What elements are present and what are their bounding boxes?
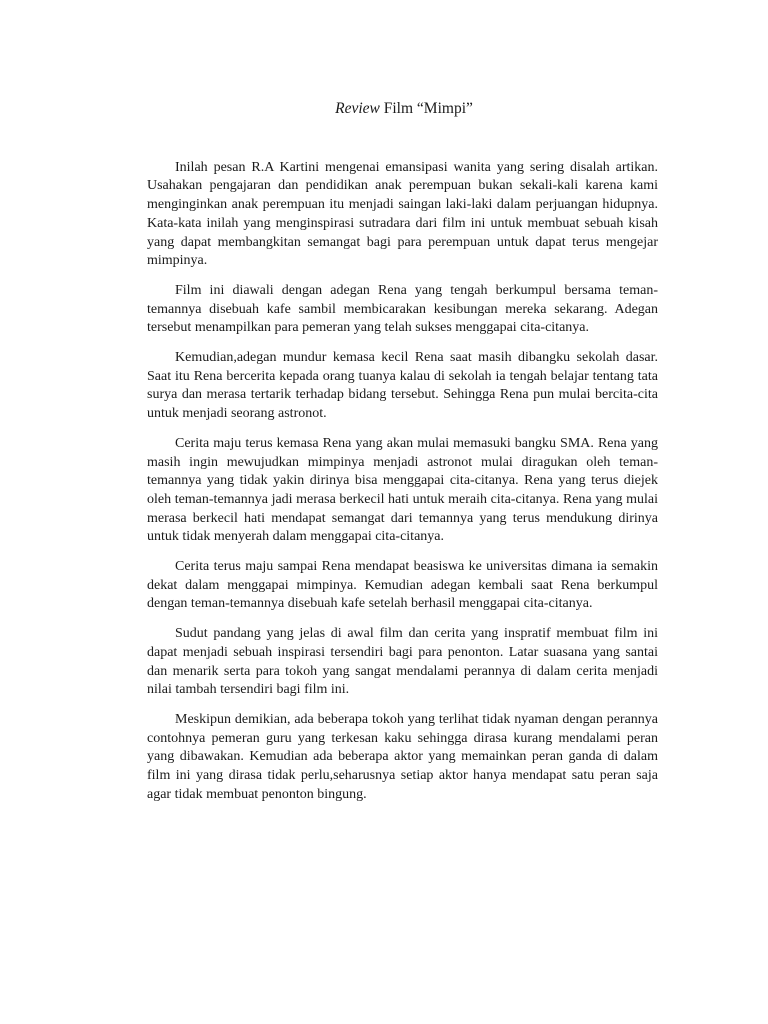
paragraph: Meskipun demikian, ada beberapa tokoh yang terlihat tidak nyaman dengan perannya contohnya pemeran guru yang terkesan kaku sehingga dirasa kurang mendalami peran yang dibawakan. Kemudian ada beberapa aktor yang memainkan peran ganda di dalam film ini yang dirasa tidak perlu,seharusnya setiap aktor hanya mendapat satu peran saja agar tidak membuat penonton bingung. — [147, 711, 658, 802]
paragraph: Sudut pandang yang jelas di awal film dan cerita yang inspratif membuat film ini dapat menjadi sebuah inspirasi tersendiri bagi para penonton. Latar suasana yang santai dan menarik serta para tokoh yang sangat mendalami perannya di dalam cerita menjadi nilai tambah tersendiri bagi film ini. — [147, 626, 658, 698]
paragraph: Kemudian,adegan mundur kemasa kecil Rena saat masih dibangku sekolah dasar. Saat itu Rena bercerita kepada orang tuanya kalau di sekolah ia tengah belajar tentang tata surya dan merasa tertarik terhadap bidang tersebut. Sehingga Rena pun mulai bercita-cita untuk menjadi seorang astronot. — [147, 350, 658, 422]
paragraph: Inilah pesan R.A Kartini mengenai emansipasi wanita yang sering disalah artikan. Usahakan pengajaran dan pendidikan anak perempuan bukan sekali-kali karena kami menginginkan anak perempuan itu menjadi saingan laki-laki dalam perjuangan hidupnya. Kata-kata inilah yang menginspirasi sutradara dari film ini untuk membuat sebuah kisah yang dapat membangkitan semangat bagi para perempuan untuk dapat terus mengejar mimpinya. — [147, 159, 658, 269]
paragraph: Cerita maju terus kemasa Rena yang akan mulai memasuki bangku SMA. Rena yang masih ingin mewujudkan mimpinya menjadi astronot mulai diragukan oleh teman-temannya yang tidak yakin dirinya bisa menggapai cita-citanya. Rena yang terus diejek oleh teman-temannya jadi merasa berkecil hati untuk meraih cita-citanya. Rena yang mulai merasa berkecil hati mendapat semangat dari temannya yang terus mendukung dirinya untuk tidak menyerah dalam menggapai cita-citanya. — [147, 435, 658, 545]
title-rest: Film “Mimpi” — [379, 100, 473, 117]
document-title — [147, 100, 658, 119]
title-italic-word: Review — [335, 100, 380, 117]
paragraph: Film ini diawali dengan adegan Rena yang tengah berkumpul bersama teman-temannya disebuah kafe sambil membicarakan kesibungan mereka sekarang. Adegan tersebut menampilkan para pemeran yang telah sukses menggapai cita-citanya. — [147, 282, 658, 336]
document-page — [147, 100, 658, 816]
paragraph: Cerita terus maju sampai Rena mendapat beasiswa ke universitas dimana ia semakin dekat dalam menggapai mimpinya. Kemudian adegan kembali saat Rena berkumpul dengan teman-temannya disebuah kafe setelah berhasil menggapai cita-citanya. — [147, 559, 658, 612]
